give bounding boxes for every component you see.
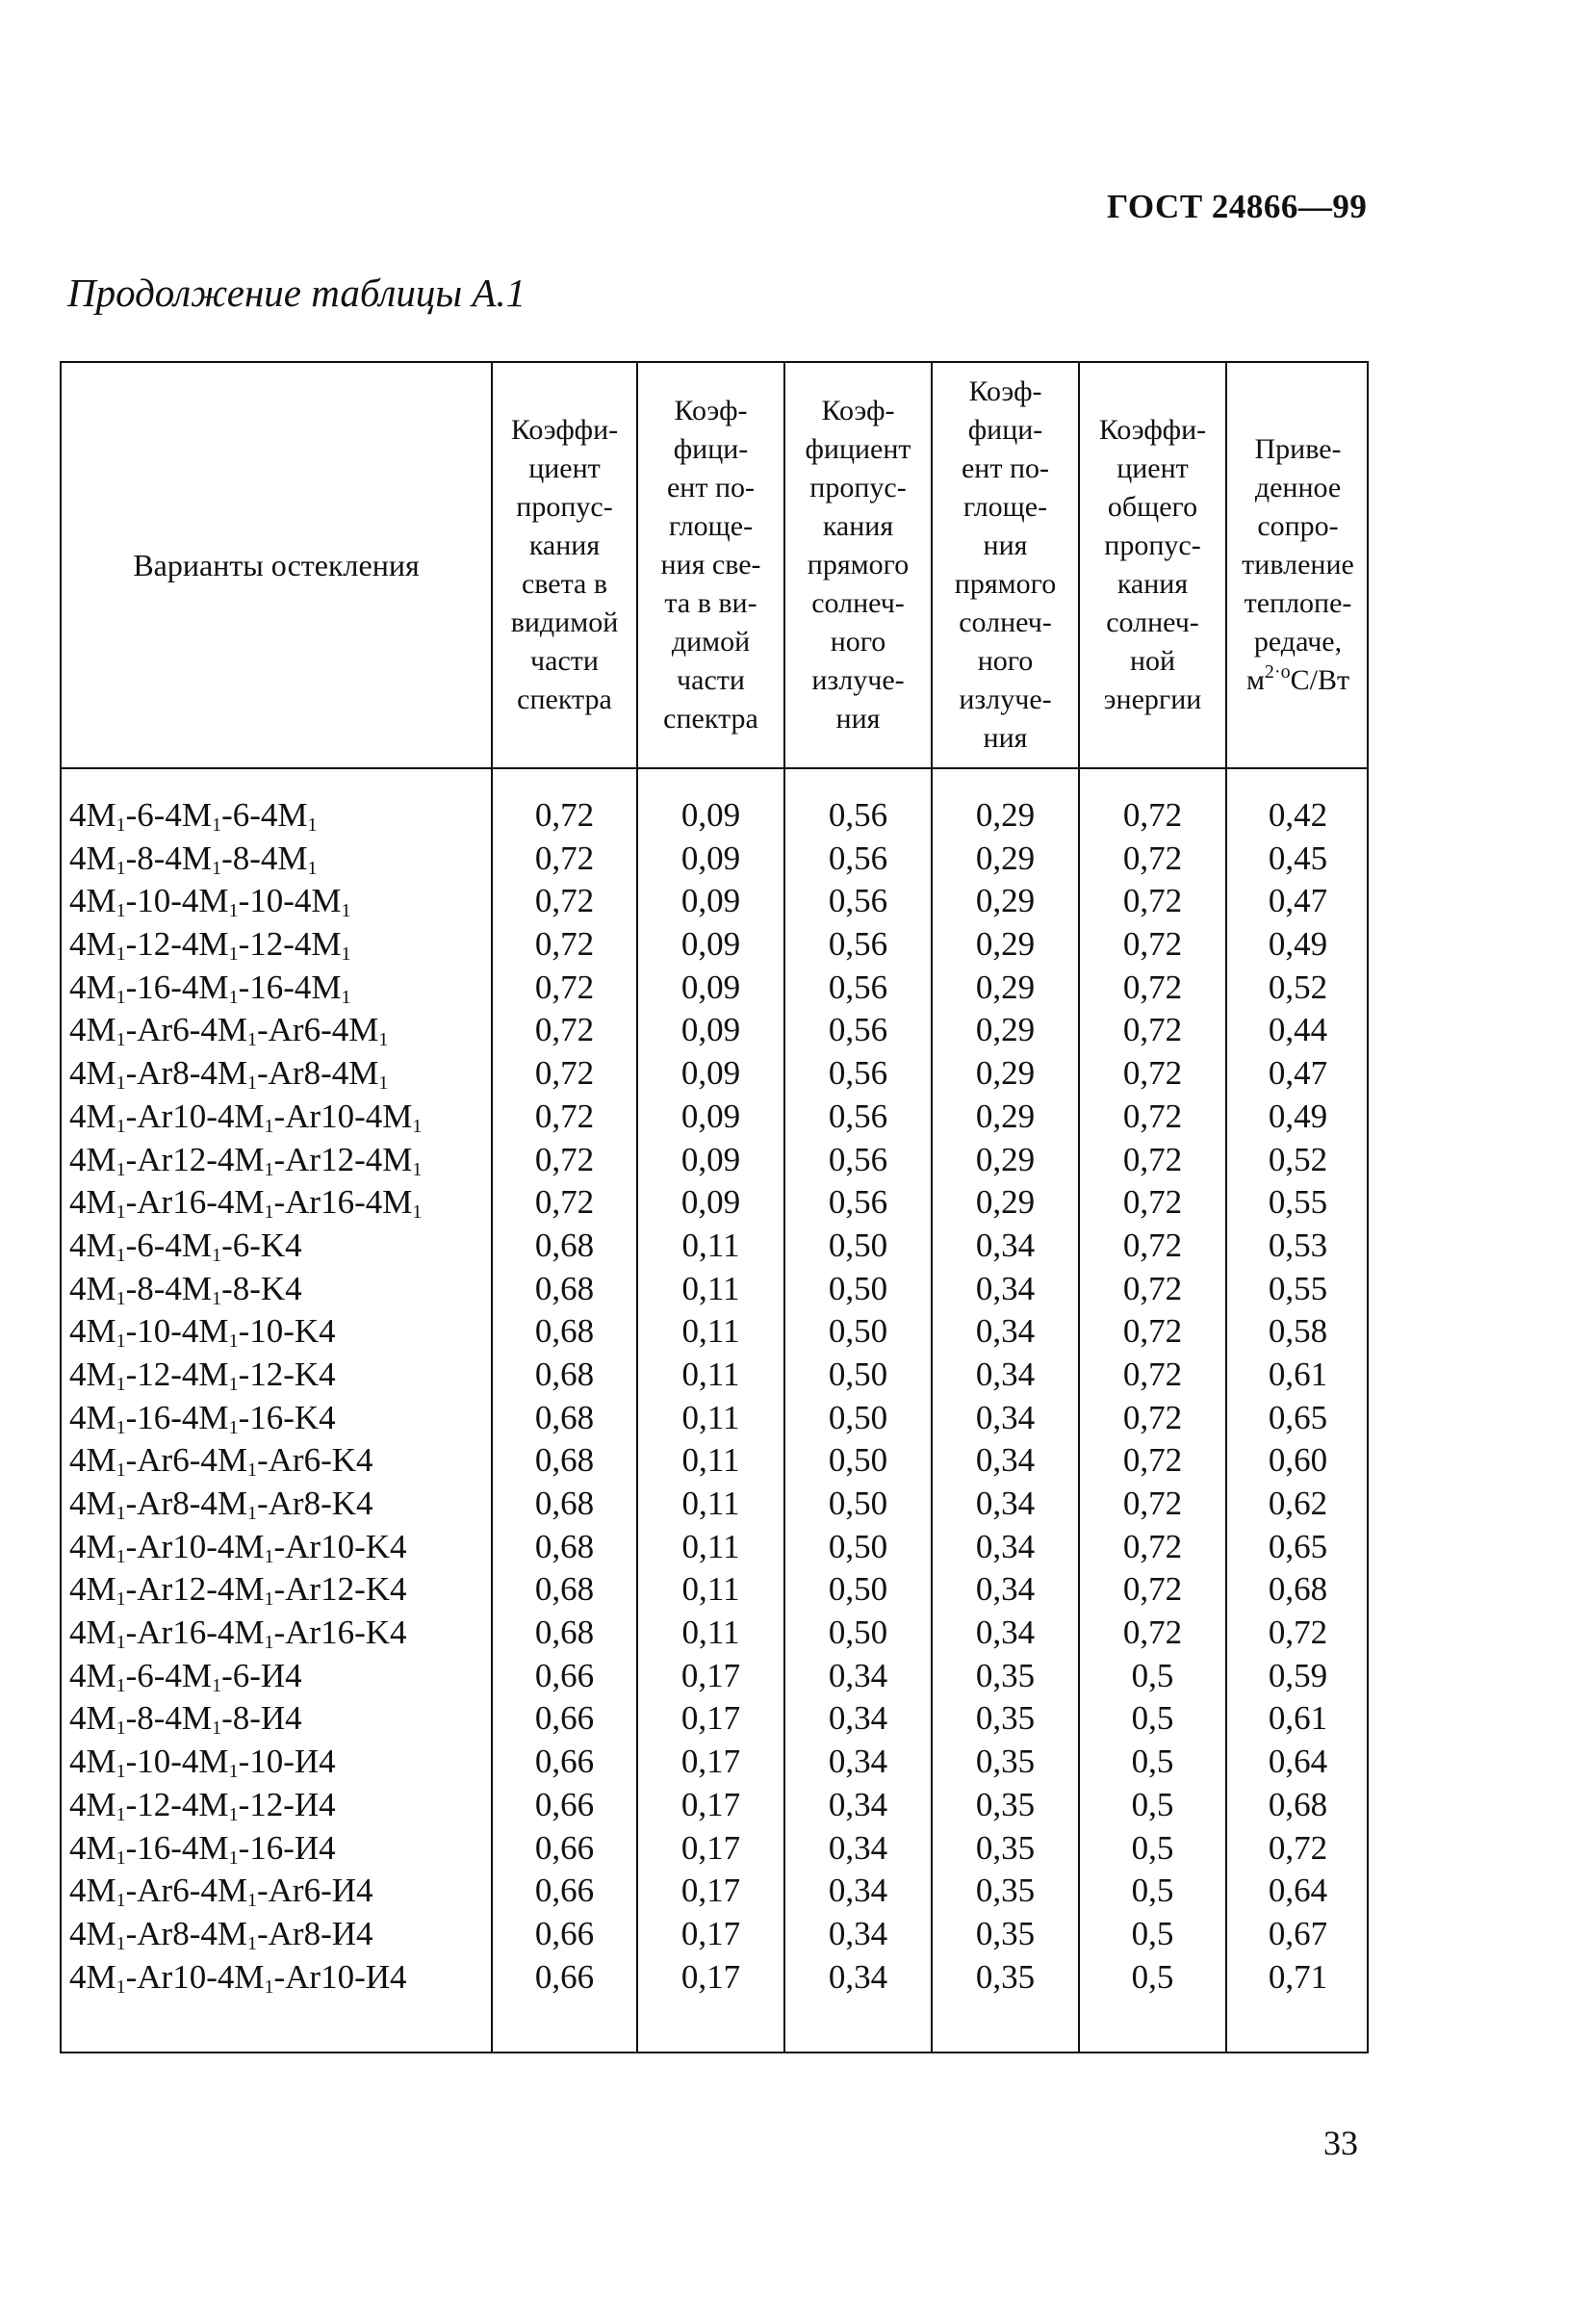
light-transmission-cell: 0,68 bbox=[534, 1441, 595, 1480]
light-transmission-cell: 0,66 bbox=[534, 1957, 595, 1996]
direct-solar-transmission-cell: 0,50 bbox=[828, 1269, 888, 1307]
direct-solar-transmission-cell: 0,56 bbox=[828, 1097, 888, 1135]
light-transmission-cell: 0,72 bbox=[534, 1054, 595, 1093]
direct-solar-transmission-cell: 0,50 bbox=[828, 1226, 888, 1264]
table-row bbox=[62, 1568, 1367, 1612]
direct-solar-absorption-cell: 0,29 bbox=[975, 925, 1036, 964]
direct-solar-absorption-cell: 0,34 bbox=[975, 1269, 1036, 1307]
direct-solar-transmission-cell: 0,50 bbox=[828, 1614, 888, 1652]
direct-solar-absorption-cell: 0,34 bbox=[975, 1570, 1036, 1609]
total-solar-transmission-cell: 0,72 bbox=[1122, 1570, 1183, 1609]
direct-solar-transmission-cell: 0,56 bbox=[828, 1140, 888, 1178]
glazing-variant-cell: $4M_1-8-4M_1-8-4M_1$ bbox=[69, 839, 318, 879]
total-solar-transmission-cell: 0,72 bbox=[1122, 1312, 1183, 1351]
heat-resistance-cell: 0,68 bbox=[1268, 1570, 1328, 1609]
direct-solar-transmission-cell: 0,34 bbox=[828, 1656, 888, 1694]
heat-resistance-cell: 0,47 bbox=[1268, 882, 1328, 920]
direct-solar-absorption-cell: 0,35 bbox=[975, 1914, 1036, 1952]
direct-solar-transmission-cell: 0,56 bbox=[828, 796, 888, 834]
glazing-variant-cell: $4M_1-8-4M_1-8-И4$ bbox=[69, 1699, 302, 1740]
table-row bbox=[62, 1139, 1367, 1182]
table-row bbox=[62, 1268, 1367, 1311]
heat-resistance-cell: 0,45 bbox=[1268, 839, 1328, 877]
total-solar-transmission-cell: 0,72 bbox=[1122, 968, 1183, 1006]
heat-resistance-cell: 0,58 bbox=[1268, 1312, 1328, 1351]
heat-resistance-cell: 0,55 bbox=[1268, 1183, 1328, 1222]
table-row bbox=[62, 1741, 1367, 1784]
direct-solar-transmission-cell: 0,34 bbox=[828, 1957, 888, 1996]
table-row bbox=[62, 1870, 1367, 1913]
doc-code: ГОСТ 24866—99 bbox=[1107, 188, 1368, 225]
light-absorption-cell: 0,11 bbox=[681, 1355, 740, 1393]
direct-solar-transmission-cell: 0,50 bbox=[828, 1312, 888, 1351]
total-solar-transmission-cell: 0,5 bbox=[1131, 1828, 1174, 1867]
glazing-variant-cell: $4M_1-Ar10-4M_1-Ar10-K4$ bbox=[69, 1527, 407, 1567]
light-absorption-cell: 0,11 bbox=[681, 1570, 740, 1609]
light-absorption-cell: 0,17 bbox=[680, 1957, 741, 1996]
light-absorption-cell: 0,09 bbox=[680, 882, 741, 920]
light-absorption-cell: 0,09 bbox=[680, 1097, 741, 1135]
table-row bbox=[62, 967, 1367, 1010]
light-transmission-cell: 0,72 bbox=[534, 925, 595, 964]
table-row bbox=[62, 1612, 1367, 1655]
light-transmission-cell: 0,66 bbox=[534, 1699, 595, 1738]
heat-resistance-cell: 0,49 bbox=[1268, 1097, 1328, 1135]
light-absorption-cell: 0,11 bbox=[681, 1527, 740, 1565]
direct-solar-absorption-cell: 0,34 bbox=[975, 1355, 1036, 1393]
light-transmission-cell: 0,72 bbox=[534, 1140, 595, 1178]
light-absorption-cell: 0,09 bbox=[680, 839, 741, 877]
total-solar-transmission-cell: 0,5 bbox=[1131, 1656, 1174, 1694]
light-absorption-cell: 0,17 bbox=[680, 1656, 741, 1694]
direct-solar-absorption-cell: 0,34 bbox=[975, 1441, 1036, 1480]
light-absorption-cell: 0,09 bbox=[680, 968, 741, 1006]
direct-solar-absorption-cell: 0,29 bbox=[975, 1183, 1036, 1222]
total-solar-transmission-cell: 0,72 bbox=[1122, 1054, 1183, 1093]
direct-solar-transmission-cell: 0,50 bbox=[828, 1441, 888, 1480]
heat-resistance-cell: 0,72 bbox=[1268, 1614, 1328, 1652]
heat-resistance-cell: 0,68 bbox=[1268, 1785, 1328, 1823]
total-solar-transmission-cell: 0,5 bbox=[1131, 1914, 1174, 1952]
light-transmission-cell: 0,68 bbox=[534, 1570, 595, 1609]
light-transmission-cell: 0,72 bbox=[534, 839, 595, 877]
glazing-variant-cell: $4M_1-6-4M_1-6-И4$ bbox=[69, 1656, 302, 1696]
glazing-variant-cell: $4M_1-Ar16-4M_1-Ar16-4M_1$ bbox=[69, 1183, 423, 1224]
direct-solar-transmission-cell: 0,56 bbox=[828, 882, 888, 920]
light-absorption-cell: 0,11 bbox=[681, 1312, 740, 1351]
direct-solar-transmission-cell: 0,56 bbox=[828, 968, 888, 1006]
glazing-variant-cell: $4M_1-10-4M_1-10-4M_1$ bbox=[69, 882, 351, 922]
glazing-variant-cell: $4M_1-16-4M_1-16-И4$ bbox=[69, 1828, 336, 1869]
table-body bbox=[62, 794, 1367, 1999]
light-transmission-cell: 0,68 bbox=[534, 1614, 595, 1652]
table-row bbox=[62, 1655, 1367, 1698]
direct-solar-absorption-cell: 0,29 bbox=[975, 1011, 1036, 1049]
table-row bbox=[62, 1697, 1367, 1741]
total-solar-transmission-cell: 0,72 bbox=[1122, 1183, 1183, 1222]
page-number: 33 bbox=[1323, 2124, 1358, 2162]
heat-resistance-cell: 0,65 bbox=[1268, 1527, 1328, 1565]
total-solar-transmission-cell: 0,72 bbox=[1122, 925, 1183, 964]
glazing-variant-cell: $4M_1-16-4M_1-16-4M_1$ bbox=[69, 968, 351, 1008]
light-transmission-cell: 0,68 bbox=[534, 1398, 595, 1436]
direct-solar-transmission-cell: 0,50 bbox=[828, 1527, 888, 1565]
direct-solar-transmission-cell: 0,34 bbox=[828, 1743, 888, 1781]
direct-solar-absorption-cell: 0,35 bbox=[975, 1828, 1036, 1867]
heat-resistance-cell: 0,47 bbox=[1268, 1054, 1328, 1093]
direct-solar-transmission-cell: 0,34 bbox=[828, 1828, 888, 1867]
light-absorption-cell: 0,11 bbox=[681, 1614, 740, 1652]
header-divider bbox=[62, 767, 1367, 769]
light-transmission-cell: 0,72 bbox=[534, 1183, 595, 1222]
table-caption: Продолжение таблицы А.1 bbox=[67, 271, 526, 315]
table-row bbox=[62, 1526, 1367, 1569]
light-absorption-cell: 0,09 bbox=[680, 1011, 741, 1049]
light-transmission-cell: 0,66 bbox=[534, 1872, 595, 1910]
light-absorption-cell: 0,17 bbox=[680, 1828, 741, 1867]
light-absorption-cell: 0,09 bbox=[680, 1054, 741, 1093]
glazing-variant-cell: $4M_1-Ar8-4M_1-Ar8-4M_1$ bbox=[69, 1054, 389, 1095]
direct-solar-absorption-cell: 0,29 bbox=[975, 839, 1036, 877]
direct-solar-absorption-cell: 0,35 bbox=[975, 1699, 1036, 1738]
direct-solar-absorption-cell: 0,34 bbox=[975, 1226, 1036, 1264]
table-row bbox=[62, 1439, 1367, 1483]
heat-resistance-cell: 0,52 bbox=[1268, 968, 1328, 1006]
heat-resistance-cell: 0,61 bbox=[1268, 1699, 1328, 1738]
light-absorption-cell: 0,17 bbox=[680, 1785, 741, 1823]
direct-solar-absorption-cell: 0,34 bbox=[975, 1485, 1036, 1522]
table-row bbox=[62, 1956, 1367, 2000]
light-transmission-cell: 0,68 bbox=[534, 1269, 595, 1307]
light-absorption-cell: 0,17 bbox=[680, 1914, 741, 1952]
total-solar-transmission-cell: 0,72 bbox=[1122, 1527, 1183, 1565]
direct-solar-transmission-cell: 0,50 bbox=[828, 1355, 888, 1393]
light-transmission-cell: 0,72 bbox=[534, 1097, 595, 1135]
table-row bbox=[62, 1096, 1367, 1139]
direct-solar-transmission-cell: 0,56 bbox=[828, 1183, 888, 1222]
direct-solar-transmission-cell: 0,34 bbox=[828, 1872, 888, 1910]
glazing-variant-cell: $4M_1-Ar10-4M_1-Ar10-И4$ bbox=[69, 1957, 407, 1998]
light-transmission-cell: 0,72 bbox=[534, 796, 595, 834]
glazing-variant-cell: $4M_1-12-4M_1-12-4M_1$ bbox=[69, 925, 351, 966]
glazing-variant-cell: $4M_1-Ar6-4M_1-Ar6-K4$ bbox=[69, 1441, 373, 1482]
heat-resistance-cell: 0,62 bbox=[1268, 1485, 1328, 1522]
total-solar-transmission-cell: 0,5 bbox=[1131, 1872, 1174, 1910]
direct-solar-absorption-cell: 0,34 bbox=[975, 1614, 1036, 1652]
heat-resistance-label: Приве- денное сопро- тивление теплопе- редаче, bbox=[1242, 433, 1354, 658]
light-absorption-cell: 0,17 bbox=[680, 1743, 741, 1781]
total-solar-transmission-cell: 0,72 bbox=[1122, 1355, 1183, 1393]
total-solar-transmission-cell: 0,72 bbox=[1122, 1269, 1183, 1307]
direct-solar-transmission-cell: 0,56 bbox=[828, 925, 888, 964]
total-solar-transmission-cell: 0,72 bbox=[1122, 839, 1183, 877]
heat-resistance-cell: 0,44 bbox=[1268, 1011, 1328, 1049]
light-absorption-cell: 0,09 bbox=[680, 1140, 741, 1178]
column-header-heat-resistance bbox=[1227, 363, 1369, 767]
total-solar-transmission-cell: 0,72 bbox=[1122, 1011, 1183, 1049]
heat-resistance-cell: 0,72 bbox=[1268, 1828, 1328, 1867]
glazing-variant-cell: $4M_1-Ar10-4M_1-Ar10-4M_1$ bbox=[69, 1097, 423, 1137]
heat-resistance-cell: 0,52 bbox=[1268, 1140, 1328, 1178]
table-row bbox=[62, 1225, 1367, 1268]
column-header-direct-solar-transmission: Коэф- фициент пропус- кания прямого солнеч- ного излуче- ния bbox=[805, 395, 911, 735]
direct-solar-absorption-cell: 0,34 bbox=[975, 1527, 1036, 1565]
light-absorption-cell: 0,09 bbox=[680, 1183, 741, 1222]
heat-resistance-cell: 0,67 bbox=[1268, 1914, 1328, 1952]
table-row bbox=[62, 838, 1367, 881]
direct-solar-transmission-cell: 0,34 bbox=[828, 1914, 888, 1952]
direct-solar-absorption-cell: 0,29 bbox=[975, 796, 1036, 834]
total-solar-transmission-cell: 0,5 bbox=[1131, 1699, 1174, 1738]
light-absorption-cell: 0,11 bbox=[681, 1485, 740, 1522]
glazing-variant-cell: $4M_1-16-4M_1-16-K4$ bbox=[69, 1398, 336, 1438]
heat-resistance-cell: 0,60 bbox=[1268, 1441, 1328, 1480]
total-solar-transmission-cell: 0,5 bbox=[1131, 1957, 1174, 1996]
direct-solar-absorption-cell: 0,35 bbox=[975, 1872, 1036, 1910]
column-header-variant: Варианты остекления bbox=[133, 548, 420, 582]
direct-solar-transmission-cell: 0,34 bbox=[828, 1785, 888, 1823]
total-solar-transmission-cell: 0,72 bbox=[1122, 1226, 1183, 1264]
light-transmission-cell: 0,72 bbox=[534, 968, 595, 1006]
direct-solar-absorption-cell: 0,35 bbox=[975, 1957, 1036, 1996]
total-solar-transmission-cell: 0,72 bbox=[1122, 1097, 1183, 1135]
column-header-light-absorption: Коэф- фици- ент по- глоще- ния све- та в ви- димой части спектра bbox=[660, 395, 761, 735]
glazing-variant-cell: $4M_1-Ar6-4M_1-Ar6-4M_1$ bbox=[69, 1011, 389, 1051]
table-row bbox=[62, 1784, 1367, 1827]
light-transmission-cell: 0,72 bbox=[534, 1011, 595, 1049]
glazing-variant-cell: $4M_1-8-4M_1-8-K4$ bbox=[69, 1269, 302, 1309]
heat-resistance-cell: 0,64 bbox=[1268, 1743, 1328, 1781]
light-absorption-cell: 0,09 bbox=[680, 925, 741, 964]
table-row bbox=[62, 1310, 1367, 1354]
total-solar-transmission-cell: 0,5 bbox=[1131, 1743, 1174, 1781]
direct-solar-absorption-cell: 0,29 bbox=[975, 1097, 1036, 1135]
light-absorption-cell: 0,11 bbox=[681, 1398, 740, 1436]
column-header-direct-solar-absorption: Коэф- фици- ент по- глоще- ния прямого солнеч- ного излуче- ния bbox=[954, 375, 1057, 754]
light-absorption-cell: 0,11 bbox=[681, 1226, 740, 1264]
total-solar-transmission-cell: 0,72 bbox=[1122, 1398, 1183, 1436]
direct-solar-transmission-cell: 0,34 bbox=[828, 1699, 888, 1738]
column-header-light-transmission: Коэффи- циент пропус- кания света в видимой части спектра bbox=[510, 414, 619, 715]
glazing-variant-cell: $4M_1-12-4M_1-12-K4$ bbox=[69, 1355, 336, 1395]
direct-solar-absorption-cell: 0,29 bbox=[975, 1140, 1036, 1178]
light-transmission-cell: 0,68 bbox=[534, 1226, 595, 1264]
glazing-variant-cell: $4M_1-Ar16-4M_1-Ar16-K4$ bbox=[69, 1614, 407, 1654]
light-transmission-cell: 0,68 bbox=[534, 1527, 595, 1565]
light-transmission-cell: 0,68 bbox=[534, 1485, 595, 1522]
glazing-variant-cell: $4M_1-6-4M_1-6-4M_1$ bbox=[69, 796, 318, 836]
table-row bbox=[62, 1009, 1367, 1052]
heat-resistance-cell: 0,42 bbox=[1268, 796, 1328, 834]
heat-resistance-cell: 0,71 bbox=[1268, 1957, 1328, 1996]
direct-solar-transmission-cell: 0,50 bbox=[828, 1398, 888, 1436]
glazing-variant-cell: $4M_1-10-4M_1-10-И4$ bbox=[69, 1743, 336, 1783]
light-absorption-cell: 0,09 bbox=[680, 796, 741, 834]
table-row bbox=[62, 1827, 1367, 1871]
table-row bbox=[62, 1397, 1367, 1440]
table-row bbox=[62, 1913, 1367, 1956]
table-row bbox=[62, 1181, 1367, 1225]
light-transmission-cell: 0,68 bbox=[534, 1355, 595, 1393]
direct-solar-absorption-cell: 0,29 bbox=[975, 968, 1036, 1006]
light-transmission-cell: 0,66 bbox=[534, 1656, 595, 1694]
direct-solar-transmission-cell: 0,50 bbox=[828, 1485, 888, 1522]
total-solar-transmission-cell: 0,72 bbox=[1122, 1614, 1183, 1652]
total-solar-transmission-cell: 0,5 bbox=[1131, 1785, 1174, 1823]
direct-solar-absorption-cell: 0,35 bbox=[975, 1656, 1036, 1694]
total-solar-transmission-cell: 0,72 bbox=[1122, 882, 1183, 920]
table-row bbox=[62, 923, 1367, 967]
direct-solar-transmission-cell: 0,56 bbox=[828, 1011, 888, 1049]
direct-solar-absorption-cell: 0,35 bbox=[975, 1785, 1036, 1823]
heat-resistance-cell: 0,49 bbox=[1268, 925, 1328, 964]
direct-solar-absorption-cell: 0,35 bbox=[975, 1743, 1036, 1781]
glazing-variant-cell: $4M_1-Ar8-4M_1-Ar8-И4$ bbox=[69, 1914, 373, 1954]
glazing-variant-cell: $4M_1-Ar6-4M_1-Ar6-И4$ bbox=[69, 1872, 373, 1912]
heat-resistance-unit: $м^{2\cdot о}С/Вт$ bbox=[1245, 661, 1350, 696]
light-transmission-cell: 0,66 bbox=[534, 1914, 595, 1952]
light-transmission-cell: 0,66 bbox=[534, 1785, 595, 1823]
light-transmission-cell: 0,68 bbox=[534, 1312, 595, 1351]
table-row bbox=[62, 880, 1367, 923]
total-solar-transmission-cell: 0,72 bbox=[1122, 1441, 1183, 1480]
table-row bbox=[62, 1483, 1367, 1526]
heat-resistance-cell: 0,65 bbox=[1268, 1398, 1328, 1436]
direct-solar-absorption-cell: 0,29 bbox=[975, 1054, 1036, 1093]
table-row bbox=[62, 1354, 1367, 1397]
light-transmission-cell: 0,66 bbox=[534, 1743, 595, 1781]
direct-solar-absorption-cell: 0,34 bbox=[975, 1312, 1036, 1351]
total-solar-transmission-cell: 0,72 bbox=[1122, 1485, 1183, 1522]
table-row bbox=[62, 794, 1367, 838]
light-transmission-cell: 0,72 bbox=[534, 882, 595, 920]
glazing-variant-cell: $4M_1-6-4M_1-6-K4$ bbox=[69, 1226, 302, 1266]
table-row bbox=[62, 1052, 1367, 1096]
direct-solar-transmission-cell: 0,56 bbox=[828, 1054, 888, 1093]
heat-resistance-cell: 0,61 bbox=[1268, 1355, 1328, 1393]
light-absorption-cell: 0,17 bbox=[680, 1872, 741, 1910]
light-transmission-cell: 0,66 bbox=[534, 1828, 595, 1867]
glazing-variant-cell: $4M_1-Ar8-4M_1-Ar8-K4$ bbox=[69, 1485, 373, 1524]
light-absorption-cell: 0,17 bbox=[680, 1699, 741, 1738]
data-table bbox=[60, 361, 1369, 2053]
total-solar-transmission-cell: 0,72 bbox=[1122, 1140, 1183, 1178]
total-solar-transmission-cell: 0,72 bbox=[1122, 796, 1183, 834]
glazing-variant-cell: $4M_1-10-4M_1-10-K4$ bbox=[69, 1312, 336, 1353]
column-header-total-solar-transmission: Коэффи- циент общего пропус- кания солнеч- ной энергии bbox=[1098, 414, 1207, 715]
glazing-variant-cell: $4M_1-Ar12-4M_1-Ar12-4M_1$ bbox=[69, 1140, 423, 1180]
glazing-variant-cell: $4M_1-12-4M_1-12-И4$ bbox=[69, 1785, 336, 1825]
heat-resistance-cell: 0,55 bbox=[1268, 1269, 1328, 1307]
heat-resistance-cell: 0,53 bbox=[1268, 1226, 1328, 1264]
light-absorption-cell: 0,11 bbox=[681, 1441, 740, 1480]
heat-resistance-cell: 0,64 bbox=[1268, 1872, 1328, 1910]
direct-solar-transmission-cell: 0,50 bbox=[828, 1570, 888, 1609]
direct-solar-transmission-cell: 0,56 bbox=[828, 839, 888, 877]
direct-solar-absorption-cell: 0,29 bbox=[975, 882, 1036, 920]
heat-resistance-cell: 0,59 bbox=[1268, 1656, 1328, 1694]
direct-solar-absorption-cell: 0,34 bbox=[975, 1398, 1036, 1436]
light-absorption-cell: 0,11 bbox=[681, 1269, 740, 1307]
glazing-variant-cell: $4M_1-Ar12-4M_1-Ar12-K4$ bbox=[69, 1570, 407, 1611]
